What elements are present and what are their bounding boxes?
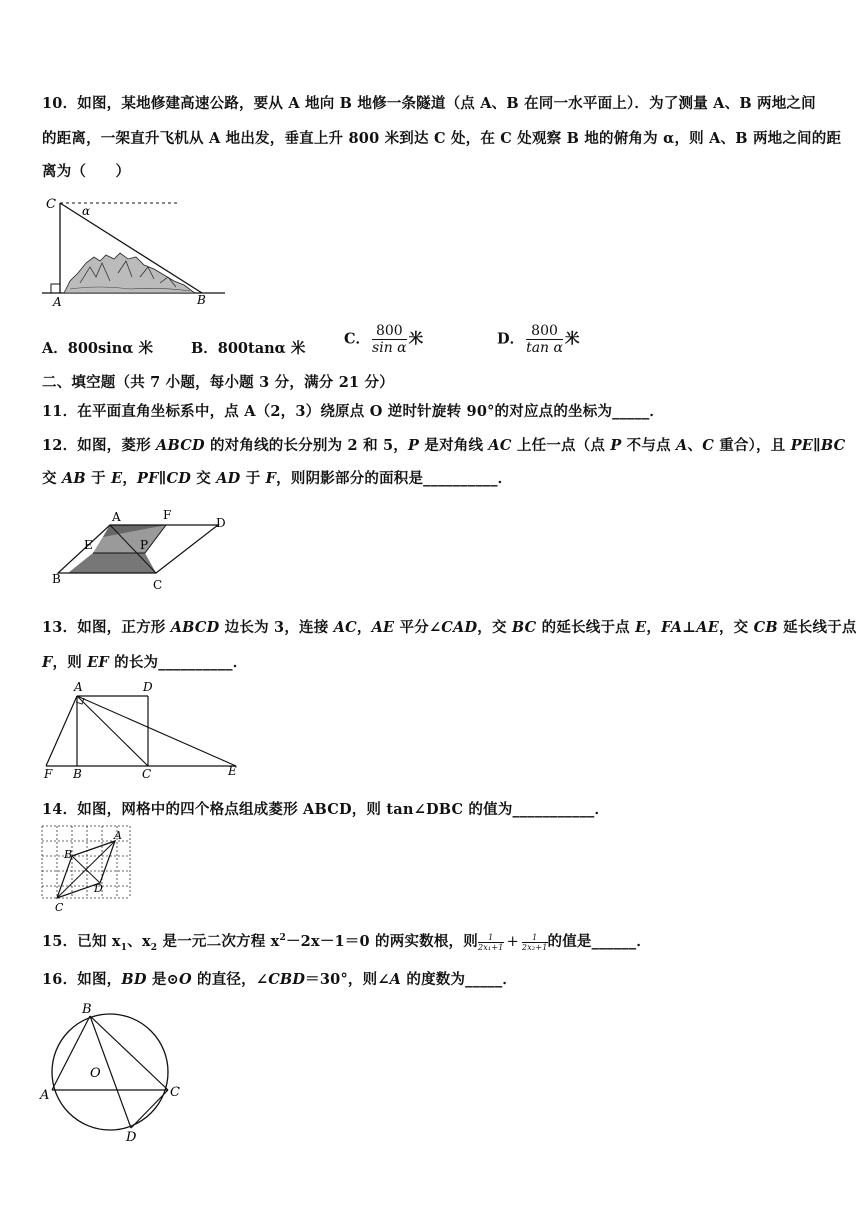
q10-option-c: C． $\frac{800}{\text{sin α}}$ 米 [344,323,424,356]
q16-text: 16．如图，BD 是⊙O 的直径，∠CBD＝30°，则∠A 的度数为_____． [42,971,518,988]
fig-label-C: C [55,901,64,914]
fig-label-C: C [142,767,152,781]
q10-option-d: D． $\frac{800}{\text{tan α}}$ 米 [497,323,580,356]
fig-label-P: P [140,538,149,552]
fig-label-E: E [84,538,93,552]
fig-label-B: B [64,848,73,861]
fig-label-D: D [94,882,103,895]
q10-line3: 离为（ ） [42,163,131,180]
q14-text: 14．如图，网格中的四个格点组成菱形 ABCD，则 tan∠DBC 的值为___________． [42,801,610,818]
fig-label-A: A [40,1088,50,1103]
fig-label-A: A [112,510,121,524]
fig-label-D: D [126,1130,137,1145]
q10-line1: 10．如图，某地修建高速公路，要从 A 地向 B 地修一条隧道（点 A、B 在同一水平面上）．为了测量 A、B 两地之间 [42,95,816,112]
q12-line2: 交 AB 于 E，PF∥CD 交 AD 于 F，则阴影部分的面积是__________． [42,470,513,487]
q10-figure [40,193,230,308]
fig-label-alpha: α [82,204,91,218]
fig-label-F: F [163,508,172,522]
q10-line2: 的距离，一架直升飞机从 A 地出发，垂直上升 800 米到达 C 处，在 C 处观察 B 地的俯角为 α，则 A、B 两地之间的距 [42,130,842,147]
q15-text: 15．已知 $x_1$、$x_2$ 是一元二次方程 $x^2-2x-1=0$ 的两实数根，则 $\frac{1}{\text{2x₁+1}}$ + $\frac{1}{\text{2x₂+1}}$ 的值是______． [42,932,652,953]
fig-label-D: D [143,680,153,694]
fig-label-C: C [170,1085,180,1100]
fig-label-D: D [216,516,226,530]
fig-label-B: B [52,572,61,586]
q13-line1: 13．如图，正方形 ABCD 边长为 3，连接 AC，AE 平分∠CAD，交 BC 的延长线于点 E，FA⊥AE，交 CB 延长线于点 [42,619,857,636]
fig-label-E: E [228,764,237,778]
q13-line2: F，则 EF 的长为__________． [42,654,248,671]
fig-label-C: C [46,197,56,212]
fig-label-C: C [153,578,163,592]
section-heading: 二、填空题（共 7 小题，每小题 3 分，满分 21 分） [42,374,394,391]
fig-label-B: B [197,293,206,307]
q11-text: 11．在平面直角坐标系中，点 A（2，3）绕原点 O 逆时针旋转 90°的对应点的坐标为_____． [42,403,665,420]
q16-figure [38,998,188,1146]
fig-label-O: O [90,1066,101,1081]
q14-figure [38,822,138,914]
q13-figure [40,678,250,782]
fig-label-A: A [114,829,122,842]
fig-label-A: A [74,680,83,694]
q10-option-b: B．800tanα 米 [191,340,306,357]
q12-line1: 12．如图，菱形 ABCD 的对角线的长分别为 2 和 5，P 是对角线 AC 上任一点（点 P 不与点 A、C 重合），且 PE∥BC [42,437,846,454]
fig-label-B: B [73,767,82,781]
fig-label-A: A [53,295,62,308]
fig-label-B: B [82,1002,92,1017]
fig-label-F: F [44,767,53,781]
q12-figure [48,505,238,595]
mountain-shape [64,253,195,293]
q10-option-a: A．800sinα 米 [42,340,153,357]
